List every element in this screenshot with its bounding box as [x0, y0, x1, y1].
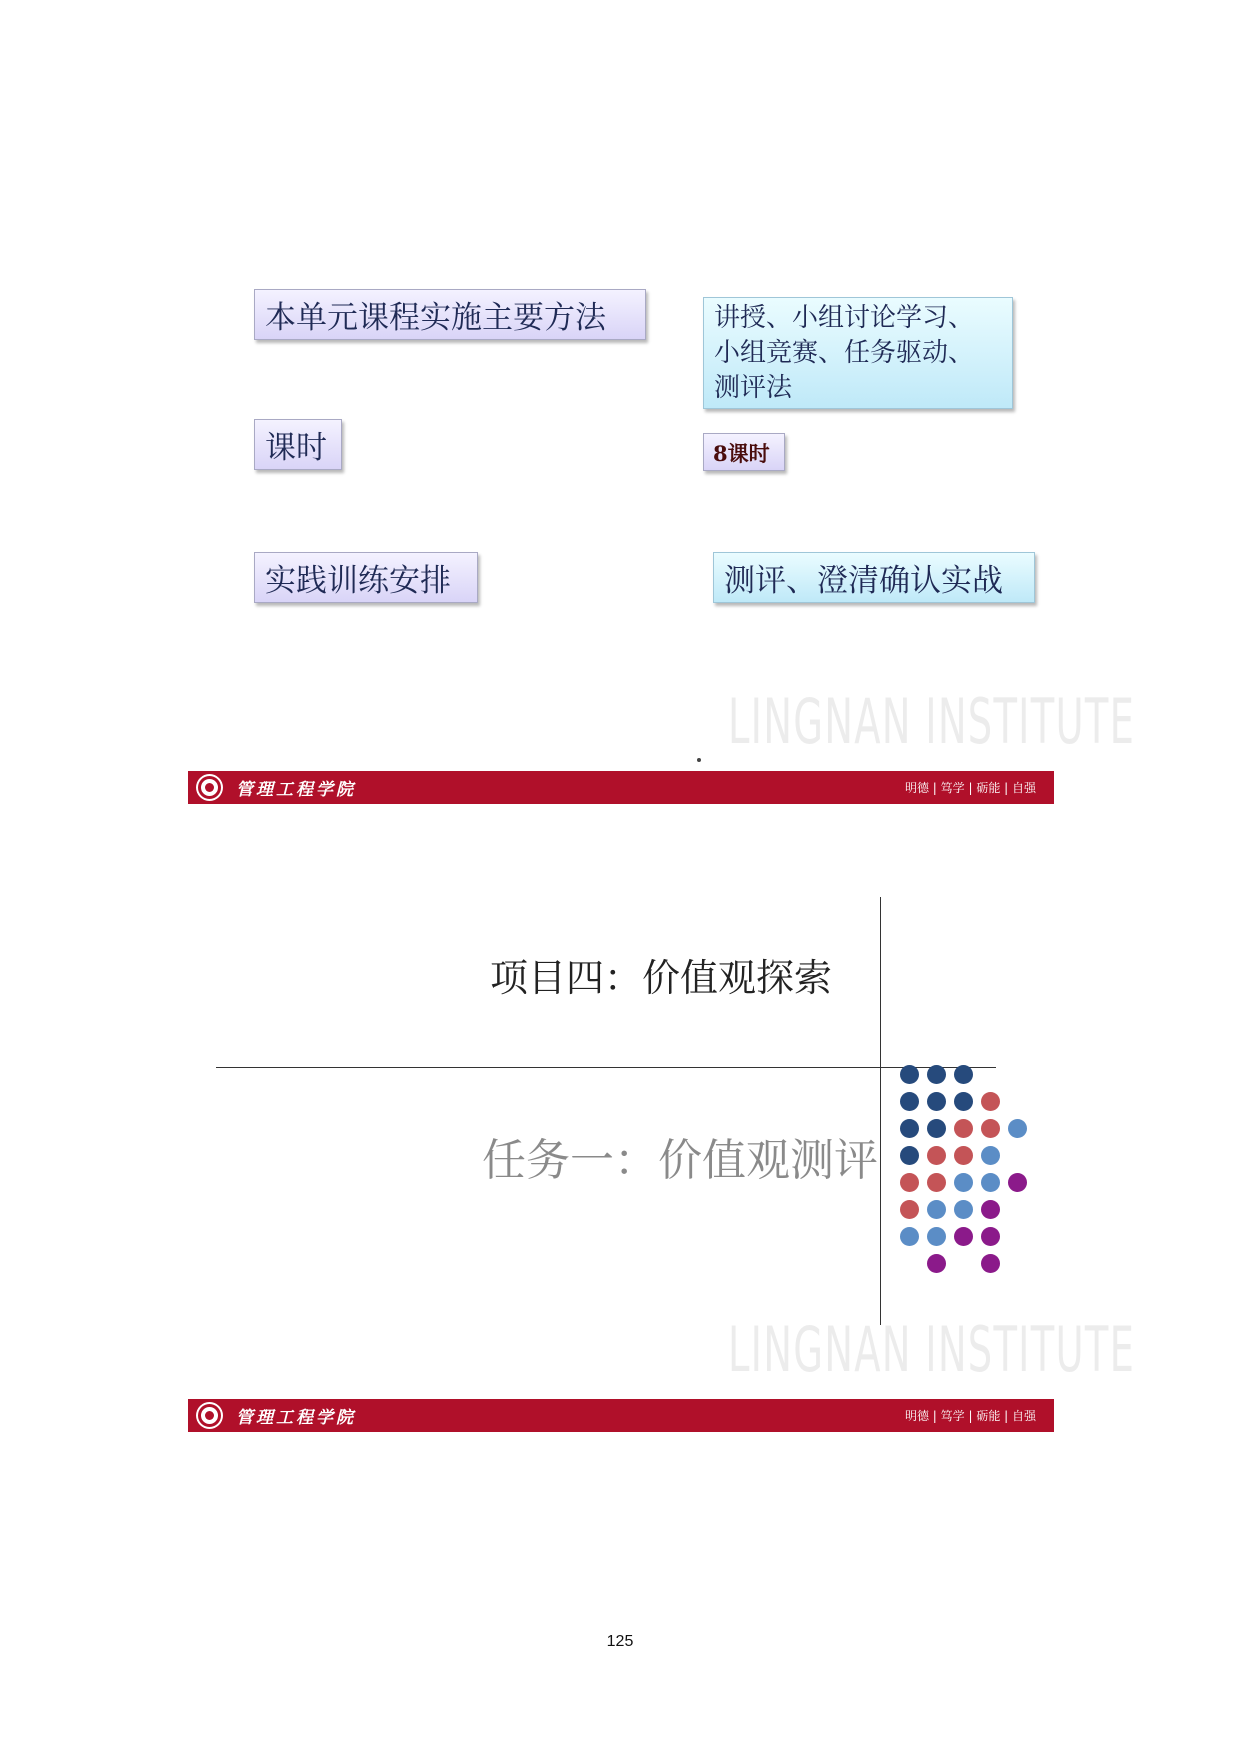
- pattern-dot: [981, 1173, 1000, 1192]
- watermark: LINGNAN INSTITUTE: [728, 685, 1136, 758]
- pattern-dot: [927, 1200, 946, 1219]
- label-practice-text: 实践训练安排: [265, 563, 451, 599]
- label-hours-text: 课时: [265, 430, 327, 466]
- value-methods-text: 讲授、小组讨论学习、 小组竞赛、任务驱动、 测评法: [714, 303, 975, 403]
- label-practice: [254, 552, 478, 603]
- school-name: 管理工程学院: [236, 780, 356, 800]
- pattern-dot: [927, 1119, 946, 1138]
- pattern-dot: [927, 1227, 946, 1246]
- pattern-dot: [981, 1200, 1000, 1219]
- value-hours-text: 8课时: [713, 441, 770, 466]
- pattern-dot: [900, 1173, 919, 1192]
- task-title: 任务一：价值观测评: [482, 1135, 878, 1186]
- label-methods: [254, 289, 646, 340]
- pattern-dot: [981, 1146, 1000, 1165]
- pattern-dot: [927, 1092, 946, 1111]
- pattern-dot: [1008, 1119, 1027, 1138]
- value-hours: [703, 433, 785, 471]
- watermark: LINGNAN INSTITUTE: [728, 1313, 1136, 1386]
- project-title: 项目四：价值观探索: [490, 956, 833, 1000]
- horizontal-divider: [216, 1067, 996, 1068]
- pattern-dot: [954, 1227, 973, 1246]
- pattern-dot: [954, 1119, 973, 1138]
- pattern-dot: [954, 1200, 973, 1219]
- dot-mark: [697, 758, 701, 762]
- pattern-dot: [954, 1173, 973, 1192]
- footer-bar: [188, 1399, 1054, 1432]
- pattern-dot: [954, 1092, 973, 1111]
- pattern-dot: [981, 1119, 1000, 1138]
- value-practice-text: 测评、澄清确认实战: [724, 563, 1003, 599]
- vertical-divider: [880, 897, 881, 1325]
- pattern-dot: [900, 1092, 919, 1111]
- pattern-dot: [981, 1254, 1000, 1273]
- school-logo-icon: [198, 776, 221, 799]
- slide-course-methods: [188, 269, 1136, 804]
- label-hours: [254, 419, 342, 470]
- school-motto: 明德 | 笃学 | 砺能 | 自强: [904, 1409, 1036, 1423]
- page-number: 125: [606, 1633, 634, 1650]
- value-methods: [703, 297, 1013, 409]
- pattern-dot: [900, 1200, 919, 1219]
- pattern-dot: [954, 1146, 973, 1165]
- pattern-dot: [927, 1065, 946, 1084]
- pattern-dot: [954, 1065, 973, 1084]
- pattern-dot: [900, 1065, 919, 1084]
- pattern-dot: [900, 1227, 919, 1246]
- pattern-dot: [1008, 1173, 1027, 1192]
- label-methods-text: 本单元课程实施主要方法: [265, 300, 606, 336]
- school-logo-icon: [198, 1404, 221, 1427]
- pattern-dot: [927, 1173, 946, 1192]
- pattern-dot: [927, 1146, 946, 1165]
- pattern-dot: [981, 1227, 1000, 1246]
- pattern-dot: [927, 1254, 946, 1273]
- pattern-dot: [900, 1119, 919, 1138]
- footer-bar: [188, 771, 1054, 804]
- pattern-dot: [981, 1092, 1000, 1111]
- slide-project-four: [188, 897, 1136, 1432]
- school-name: 管理工程学院: [236, 1408, 356, 1428]
- pattern-dot: [900, 1146, 919, 1165]
- value-practice: [713, 552, 1035, 603]
- school-motto: 明德 | 笃学 | 砺能 | 自强: [904, 781, 1036, 795]
